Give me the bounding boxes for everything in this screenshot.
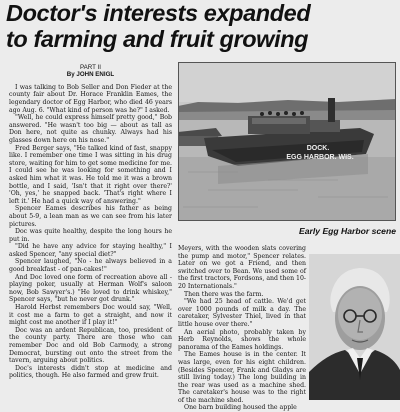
boat-lettering-line-1: DOCK.: [306, 145, 330, 152]
paragraph: Fred Berger says, "He talked kind of fast, snappy like. I remember one time I was sitting in his drug store, waiting for him to get some medicine for me. I could see he was looking for something and I asked him what it was. He told me it was a brown bottle, and I said, 'Isn't that it right over there?' 'Oh, yes,' he snapped back. 'That's right where I left it.' He had a quick way of answering.": [9, 144, 172, 205]
boat-lettering-line-2: EGG HARBOR. WIS.: [286, 154, 354, 161]
paragraph: "Did he have any advice for staying healthy," I asked Spencer, "any special diet?": [9, 243, 172, 258]
paragraph: One barn building housed the apple: [184, 404, 297, 412]
portrait-photo: [309, 254, 400, 400]
photo-caption: Early Egg Harbor scene: [299, 226, 396, 236]
headline: [6, 0, 398, 52]
harbor-photo: [178, 62, 396, 221]
part-label: PART II: [80, 64, 101, 71]
byline: By JOHN ENIGL: [66, 71, 115, 79]
paragraph: Doc was quite healthy, despite the long hours he put in.: [9, 228, 172, 243]
paragraph: "Well, he could express himself pretty good," Bob answered. "He wasn't too big — about as tall as Don here, not quite as chunky. Always had his glasses down here on his nose.": [9, 114, 172, 144]
article-column-left: [9, 64, 172, 400]
article-column-middle: [178, 245, 306, 412]
paragraph: Meyers, with the wooden slats covering the pump and motor," Spencer relates. Later on we got a Friend, and then switched over to Bean. We used some of the first tractors, Fordsons, and then 10-20 Internationals.": [178, 245, 306, 290]
paragraph: I was talking to Bob Seller and Don Fieder at the county fair about Dr. Horace Franklin Eames, the legendary doctor of Egg Harbor, who died 46 years ago Aug. 6. "What kind of person was he?" I asked.: [9, 83, 172, 114]
paragraph: "We had 25 head of cattle. We'd get over 1000 pounds of milk a day. The caretaker, Sylvester Thiel, lived in that little house over there.": [178, 298, 306, 328]
paragraph: The Eames house is in the center. It was large, even for his eight children. (Besides Spencer, Frank and Gladys are still living today.) The long building in the rear was used as a machine shed. The caretaker's house was to the right of the machine shed.: [178, 351, 306, 404]
paragraph: Spencer Eames describes his father as being about 5-9, a lean man as we can see from his later pictures.: [9, 205, 172, 228]
headline-line-1: Doctor's interests expanded: [6, 0, 311, 26]
paragraph: An aerial photo, probably taken by Herb Reynolds, shows the whole panorama of the Eames holdings.: [178, 328, 306, 351]
paragraph: Spencer laughed, "No - he always believed in a good breakfast - of pan-cakes!": [9, 258, 172, 274]
paragraph: Harold Herbst remembers Doc would say, "Well, it cost me a farm to get a straight, and now it might cost me another if I play it!": [9, 304, 172, 327]
headline-line-2: to farming and fruit growing: [6, 26, 309, 52]
paragraph: Doc was an ardent Republican, too, president of the county party. There are those who can remember Doc and old Bob Carmody, a strong Democrat, bursting out onto the street from the tavern, arguing about politics.: [9, 326, 172, 365]
paragraph: Doc's interests didn't stop at medicine and politics, though. He also farmed and grew fruit.: [9, 364, 172, 380]
paragraph: And Doc loved one form of recreation above all - playing poker, usually at Herman Wolf's saloon now, Bob Sawyer's.) "He loved to drink whiskey," Spencer says, "but he never got drunk.": [9, 273, 172, 304]
paragraph: Then there was the farm.: [184, 290, 264, 298]
